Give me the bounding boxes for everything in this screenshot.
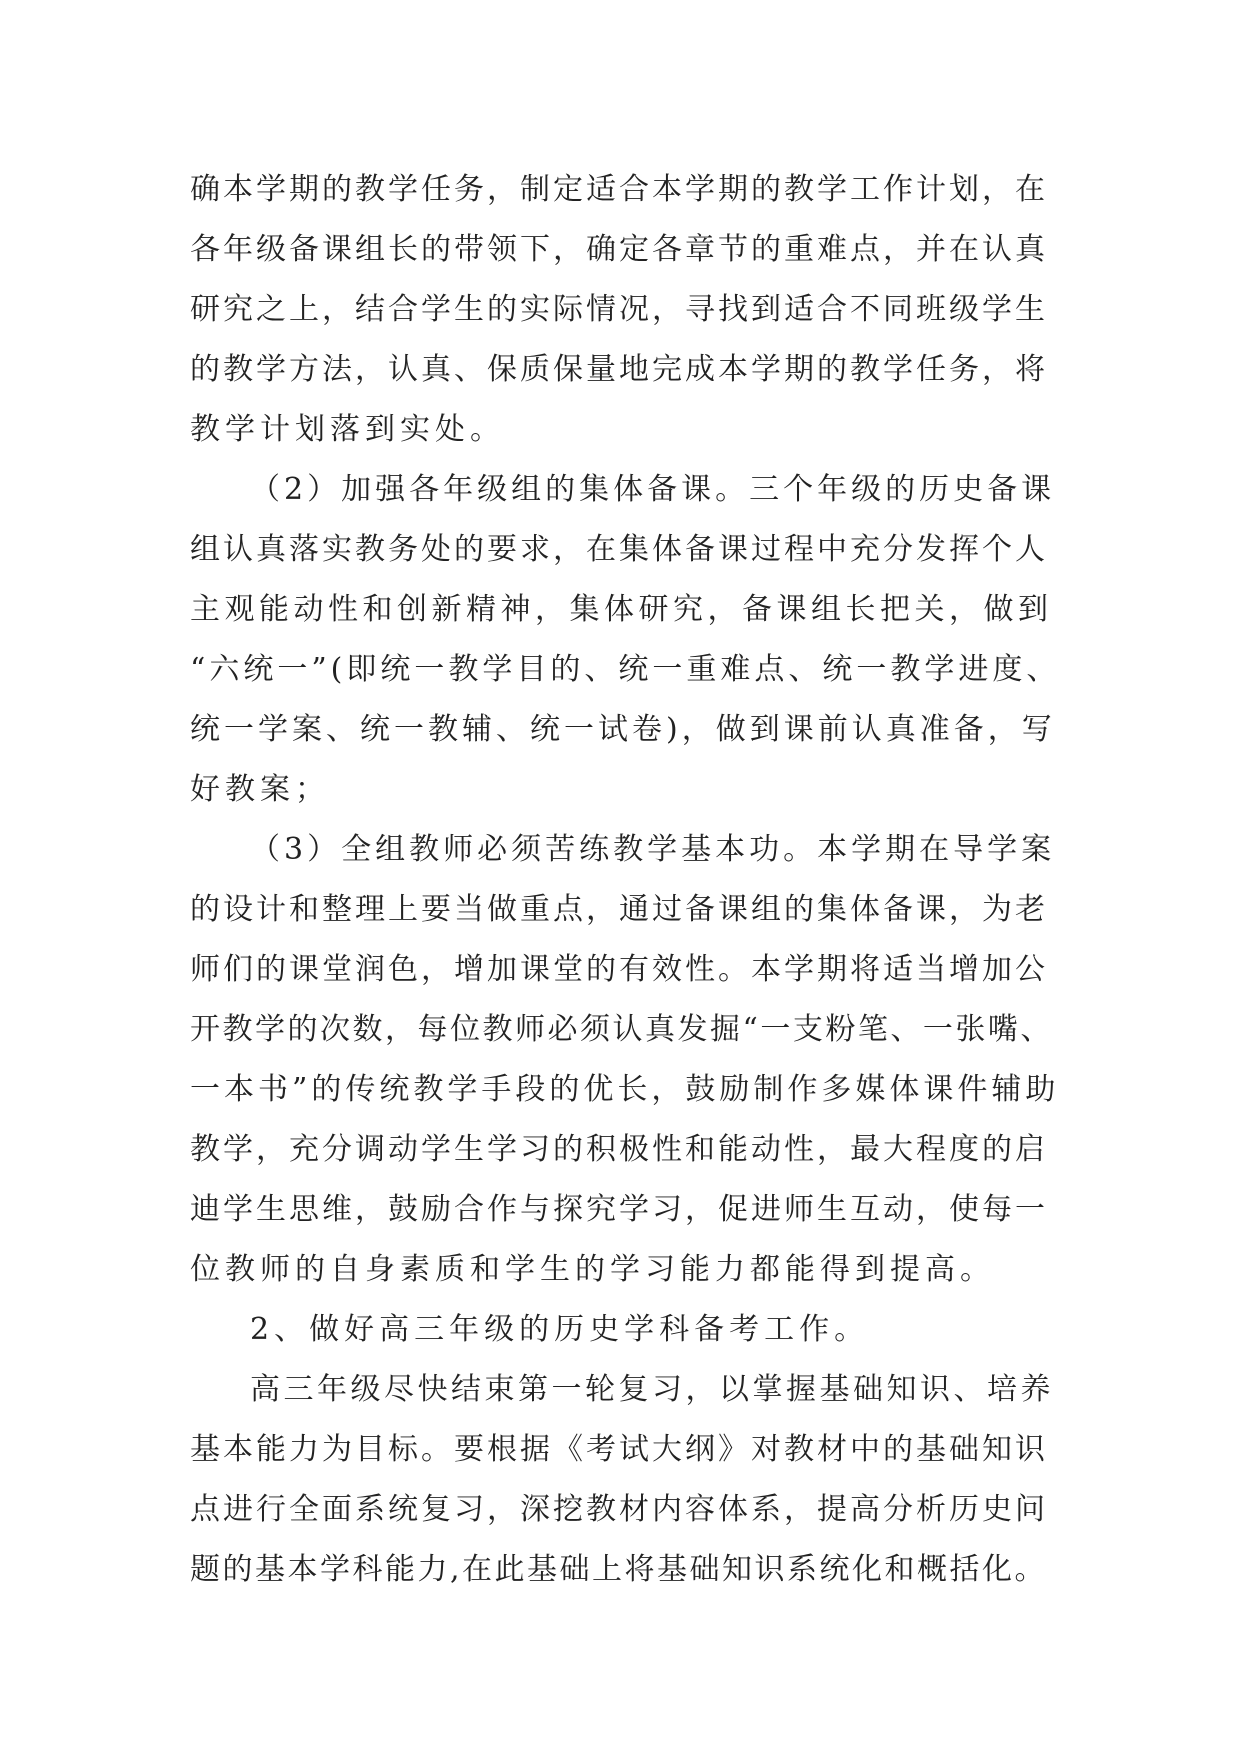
text-line: 迪学生思维，鼓励合作与探究学习，促进师生互动，使每一 (190, 1192, 1048, 1227)
text-line: 研究之上，结合学生的实际情况，寻找到适合不同班级学生 (190, 292, 1048, 327)
paragraph-start-line: 高三年级尽快结束第一轮复习，以掌握基础知识、培养 (250, 1372, 1054, 1407)
text-line: 的教学方法，认真、保质保量地完成本学期的教学任务，将 (190, 352, 1048, 387)
text-line: 师们的课堂润色，增加课堂的有效性。本学期将适当增加公 (190, 952, 1048, 987)
text-line: 的设计和整理上要当做重点，通过备课组的集体备课，为老 (190, 892, 1048, 927)
text-line: 主观能动性和创新精神，集体研究，备课组长把关，做到 (190, 592, 1053, 627)
text-line: 位教师的自身素质和学生的学习能力都能得到提高。 (190, 1252, 995, 1287)
text-line: 一本书”的传统教学手段的优长，鼓励制作多媒体课件辅助 (190, 1072, 1060, 1107)
text-line: “六统一”(即统一教学目的、统一重难点、统一教学进度、 (190, 652, 1061, 687)
text-line: 统一学案、统一教辅、统一试卷)，做到课前认真准备，写 (190, 712, 1056, 747)
text-line: 组认真落实教务处的要求，在集体备课过程中充分发挥个人 (190, 532, 1048, 567)
section-heading-line: 2、做好高三年级的历史学科备考工作。 (250, 1312, 870, 1347)
paragraph-start-line: （2）加强各年级组的集体备课。三个年级的历史备课 (250, 472, 1056, 507)
text-line: 点进行全面系统复习，深挖教材内容体系，提高分析历史问 (190, 1492, 1048, 1527)
text-line: 各年级备课组长的带领下，确定各章节的重难点，并在认真 (190, 232, 1048, 267)
paragraph-start-line: （3）全组教师必须苦练教学基本功。本学期在导学案 (250, 832, 1056, 867)
body-text (190, 160, 1060, 1600)
text-line: 题的基本学科能力,在此基础上将基础知识系统化和概括化。 (190, 1552, 1048, 1587)
text-line: 确本学期的教学任务，制定适合本学期的教学工作计划，在 (190, 172, 1048, 207)
text-line: 开教学的次数，每位教师必须认真发掘“一支粉笔、一张嘴、 (190, 1012, 1053, 1047)
text-line: 教学计划落到实处。 (190, 412, 505, 447)
text-line: 教学，充分调动学生学习的积极性和能动性，最大程度的启 (190, 1132, 1048, 1167)
text-line: 基本能力为目标。要根据《考试大纲》对教材中的基础知识 (190, 1432, 1048, 1467)
text-line: 好教案； (190, 772, 330, 807)
